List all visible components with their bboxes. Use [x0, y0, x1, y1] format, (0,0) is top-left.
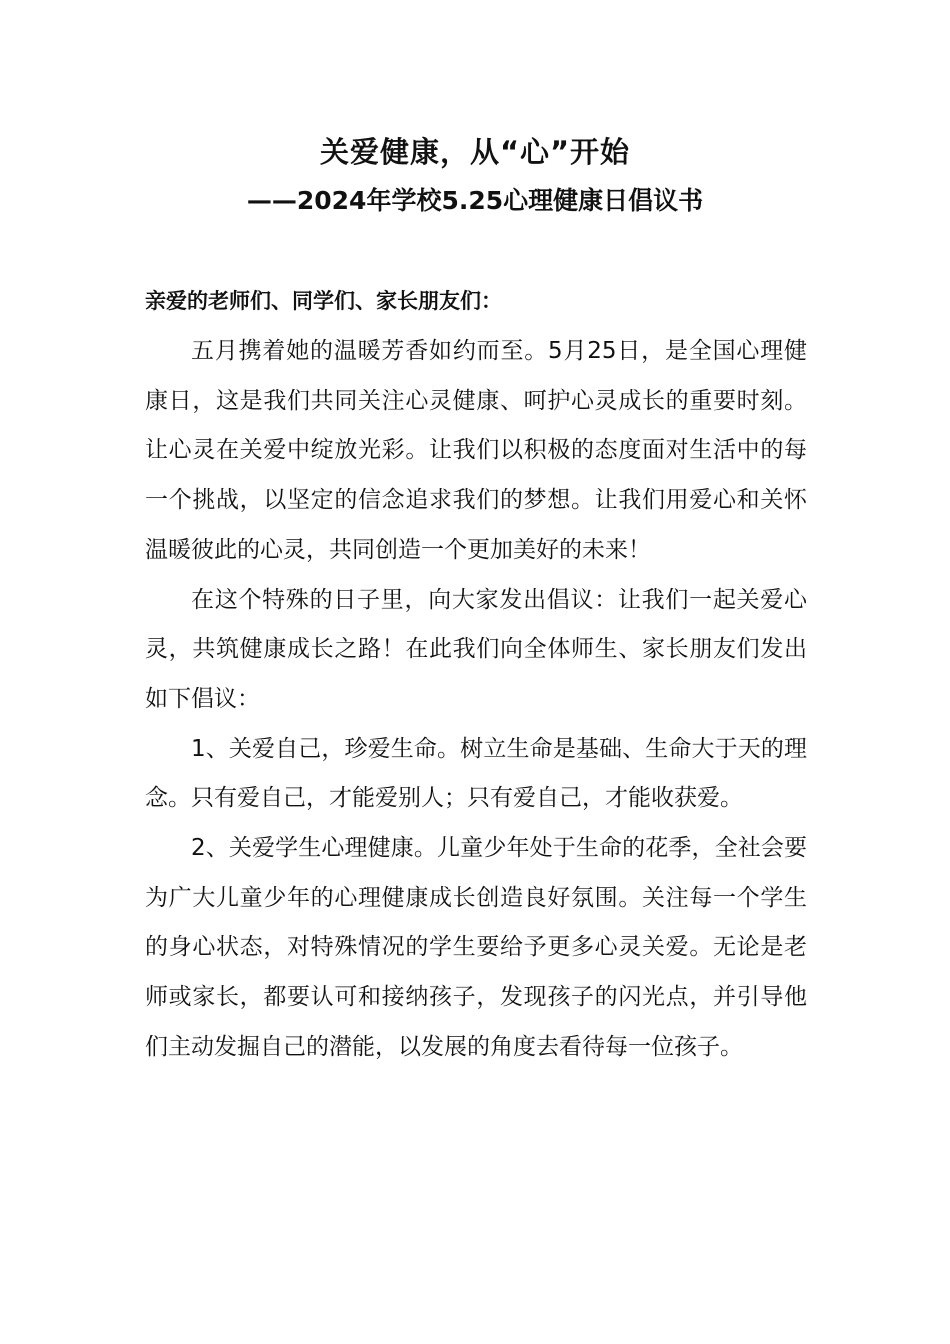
page-title: 关爱健康，从“心”开始 [319, 135, 631, 169]
salutation: 亲爱的老师们、同学们、家长朋友们： [145, 289, 502, 313]
paragraph-2: 在这个特殊的日子里，向大家发出倡议：让我们一起关爱心灵，共筑健康成长之路！在此我们向全体师生、家长朋友们发出如下倡议： [145, 586, 807, 712]
paragraph-4: 2、关爱学生心理健康。儿童少年处于生命的花季，全社会要为广大儿童少年的心理健康成长创造良好氛围。关注每一个学生的身心状态，对特殊情况的学生要给予更多心灵关爱。无论是老师或家长，都要认可和接纳孩子，发现孩子的闪光点，并引导他们主动发掘自己的潜能，以发展的角度去看待每一位孩子。 [145, 835, 807, 1060]
paragraph-3: 1、关爱自己，珍爱生命。树立生命是基础、生命大于天的理念。只有爱自己，才能爱别人；只有爱自己，才能收获爱。 [145, 735, 807, 812]
paragraph-1: 五月携着她的温暖芳香如约而至。5月25日，是全国心理健康日，这是我们共同关注心灵健康、呵护心灵成长的重要时刻。让心灵在关爱中绽放光彩。让我们以积极的态度面对生活中的每一个挑战，以坚定的信念追求我们的梦想。让我们用爱心和关怀温暖彼此的心灵，共同创造一个更加美好的未来！ [145, 338, 807, 563]
page-subtitle: ——2024年学校5.25心理健康日倡议书 [246, 186, 704, 215]
document-body [145, 327, 807, 1073]
